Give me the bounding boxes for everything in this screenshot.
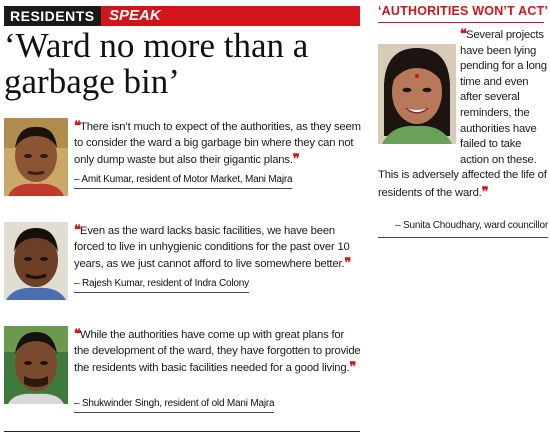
quote-open-icon: ❝	[74, 326, 80, 341]
column-bottom-rule	[4, 431, 360, 432]
quote-body: There isn’t much to expect of the authorities, as they seem to consider the ward a big garbage bin where they can not only dump waste but also their gigantic plans.	[74, 121, 361, 166]
sidebar-heading: ‘AUTHORITIES WON’T ACT’	[378, 4, 544, 23]
quote-body: While the authorities have come up with great plans for the development of the ward, they have forgotten to provide the residents with basic facilities needed for a good living.	[74, 329, 361, 374]
quote-text-1	[74, 118, 362, 169]
quote-close-icon: ❞	[344, 255, 351, 270]
quote-body: Even as the ward lacks basic facilities, we have been forced to live in unhygienic conditions for the past over 10 years, as we just cannot afford to live somewhere better.	[74, 225, 350, 270]
quote-text-3	[74, 326, 362, 377]
sidebar-attribution: – Sunita Choudhary, ward councillor	[378, 220, 548, 238]
headline: ‘Ward no more than a garbage bin’	[4, 26, 309, 101]
quote-close-icon: ❞	[292, 151, 299, 166]
quote-close-icon: ❞	[481, 183, 488, 199]
sidebar-column	[372, 0, 550, 438]
banner-tag-speak: SPEAK	[109, 7, 161, 24]
quote-text-2	[74, 222, 362, 273]
quote-close-icon: ❞	[349, 359, 356, 374]
photo-float-spacer	[378, 44, 460, 166]
quote-attribution-1: – Amit Kumar, resident of Motor Market, Mani Majra	[74, 174, 292, 189]
sidebar-quote-body: Several projects have been lying pending for a long time and even after several reminders, the authorities have failed to take action on these. This is adversely affected the life of residents of the ward.	[378, 29, 547, 199]
section-banner	[4, 6, 360, 26]
quote-attribution-3: – Shukwinder Singh, resident of old Mani Majra	[74, 398, 274, 413]
sidebar-quote-text	[378, 26, 548, 202]
portrait-photo-shukwinder	[4, 326, 68, 404]
portrait-photo-amit	[4, 118, 68, 196]
quote-open-icon: ❝	[74, 222, 80, 237]
quote-open-icon: ❝	[460, 26, 466, 41]
banner-tag-residents: RESIDENTS	[4, 6, 101, 26]
portrait-photo-rajesh	[4, 222, 68, 300]
quote-attribution-2: – Rajesh Kumar, resident of Indra Colony	[74, 278, 249, 293]
quote-open-icon: ❝	[74, 118, 80, 133]
